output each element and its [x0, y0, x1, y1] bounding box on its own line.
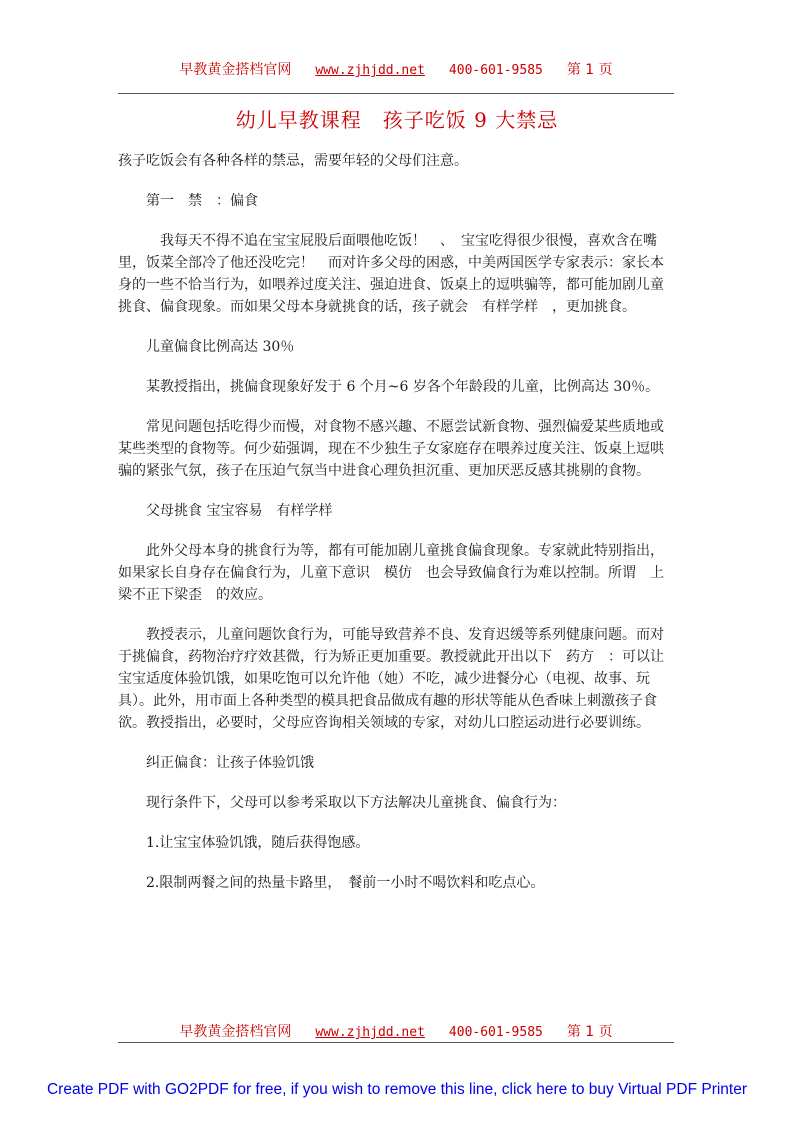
header-divider: [118, 93, 674, 94]
phone-number: 400-601-9585: [448, 1025, 543, 1040]
body-paragraph: 某教授指出，挑偏食现象好发于 6 个月~6 岁各个年龄段的儿童，比例高达 30％。: [146, 379, 660, 395]
site-url-link[interactable]: www.zjhjdd.net: [315, 63, 425, 78]
phone-number: 400-601-9585: [448, 63, 543, 78]
site-url-link[interactable]: www.zjhjdd.net: [315, 1025, 425, 1040]
page-header: [118, 59, 674, 79]
intro-paragraph: 孩子吃饭会有各种各样的禁忌，需要年轻的父母们注意。: [118, 153, 468, 169]
document-title: 幼儿早教课程 孩子吃饭 9 大禁忌: [235, 108, 559, 132]
list-item: 2.限制两餐之间的热量卡路里， 餐前一小时不喝饮料和吃点心。: [146, 875, 545, 891]
document-body: [118, 150, 674, 894]
body-paragraph: 此外父母本身的挑食行为等，都有可能加剧儿童挑食偏食现象。专家就此特别指出，如果家长自身存在偏食行为，儿童下意识 模仿 也会导致偏食行为难以控制。所谓 上梁不正下梁歪 的效应。: [118, 543, 664, 603]
page-number: 第 1 页: [566, 62, 613, 78]
page-number: 第 1 页: [566, 1024, 613, 1040]
site-name: 早教黄金搭档官网: [179, 62, 292, 78]
section-heading: 第一 禁 ：偏食: [146, 193, 258, 209]
section-heading: 纠正偏食：让孩子体验饥饿: [146, 755, 314, 771]
footer-divider: [118, 1042, 674, 1043]
site-name: 早教黄金搭档官网: [179, 1024, 292, 1040]
list-item: 1.让宝宝体验饥饿，随后获得饱感。: [146, 835, 370, 851]
body-paragraph: 现行条件下，父母可以参考采取以下方法解决儿童挑食、偏食行为：: [146, 795, 566, 811]
section-heading: 父母挑食 宝宝容易 有样学样: [146, 503, 333, 519]
body-paragraph: 常见问题包括吃得少而慢，对食物不感兴趣、不愿尝试新食物、强烈偏爱某些质地或某些类型的食物等。何少茹强调，现在不少独生子女家庭存在喂养过度关注、饭桌上逗哄骗的紧张气氛，孩子在压迫气氛当中进食心理负担沉重、更加厌恶反感其挑剔的食物。: [118, 419, 664, 479]
body-paragraph: 我每天不得不追在宝宝屁股后面喂他吃饭！ 、 宝宝吃得很少很慢，喜欢含在嘴里，饭菜全部冷了他还没吃完！ 而对许多父母的困惑，中美两国医学专家表示：家长本身的一些不恰当行为，如喂养过度关注、强迫进食、饭桌上的逗哄骗等，都可能加剧儿童挑食、偏食现象。而如果父母本身就挑食的话，孩子就会 有样学样 ，更加挑食。: [118, 233, 664, 315]
go2pdf-banner-link[interactable]: Create PDF with GO2PDF for free, if you wish to remove this line, click here to buy Virtual PDF Printer: [46, 1081, 748, 1098]
body-paragraph: 教授表示，儿童问题饮食行为，可能导致营养不良、发育迟缓等系列健康问题。而对于挑偏食，药物治疗疗效甚微，行为矫正更加重要。教授就此开出以下 药方 ：可以让宝宝适度体验饥饿，如果吃饱可以允许他（她）不吃，减少进餐分心（电视、故事、玩具）。此外，用市面上各种类型的模具把食品做成有趣的形状等能从色香味上刺激孩子食欲。教授指出，必要时，父母应咨询相关领域的专家，对幼儿口腔运动进行必要训练。: [118, 627, 664, 731]
page-footer-header: [118, 1021, 674, 1041]
section-heading: 儿童偏食比例高达 30％: [146, 339, 295, 355]
